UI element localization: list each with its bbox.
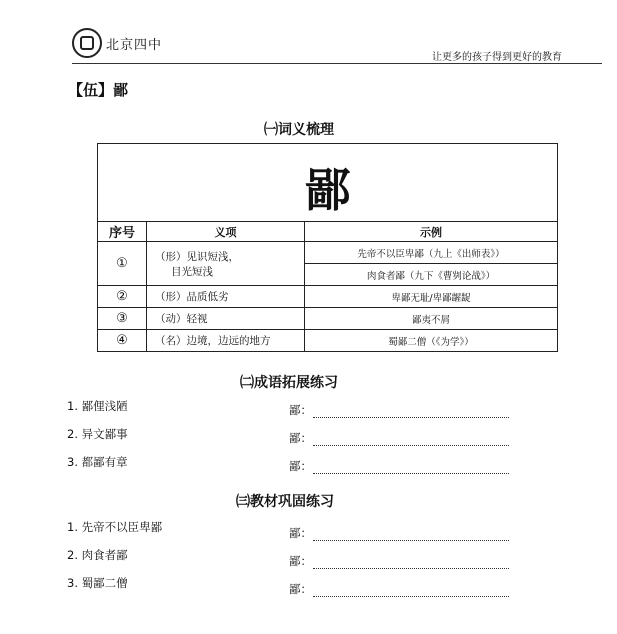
answer-label: 鄙：: [289, 431, 312, 445]
textbook-item: 3. 蜀鄙二僧: [67, 576, 128, 590]
row-example: 卑鄙无耻/卑鄙龌龊: [305, 286, 558, 308]
answer-line[interactable]: [313, 557, 509, 569]
school-logo-icon: [72, 28, 102, 58]
header-divider: [72, 63, 602, 64]
row-example: 蜀鄙二僧（《为学》）: [305, 330, 558, 352]
column-header: 义项: [147, 222, 305, 242]
row-example: 鄙夷不屑: [305, 308, 558, 330]
answer-line[interactable]: [313, 406, 509, 418]
row-example: 肉食者鄙（九下《曹刿论战》）: [305, 264, 558, 286]
row-number: ③: [98, 308, 147, 330]
row-meaning: （名）边境，边远的地方: [147, 330, 305, 352]
answer-blank[interactable]: [289, 581, 509, 597]
answer-blank[interactable]: [289, 553, 509, 569]
answer-label: 鄙：: [289, 582, 312, 596]
part1-title: ㈠词义梳理: [264, 122, 334, 138]
row-meaning: [147, 242, 305, 286]
row-meaning: （形）品质低劣: [147, 286, 305, 308]
headword-character: 鄙: [304, 163, 351, 217]
answer-blank[interactable]: [289, 430, 509, 446]
column-header: 示例: [305, 222, 558, 242]
page-header: [72, 28, 592, 68]
row-meaning: （动）轻视: [147, 308, 305, 330]
row-example: 先帝不以臣卑鄙（九上《出师表》）: [305, 242, 558, 264]
answer-label: 鄙：: [289, 554, 312, 568]
table-row: [98, 242, 558, 264]
row-number: ①: [98, 242, 147, 286]
answer-blank[interactable]: [289, 458, 509, 474]
row-number: ④: [98, 330, 147, 352]
answer-label: 鄙：: [289, 526, 312, 540]
answer-line[interactable]: [313, 585, 509, 597]
character-cell: [97, 143, 558, 221]
answer-label: 鄙：: [289, 403, 312, 417]
part3-title: ㈢教材巩固练习: [236, 494, 334, 510]
answer-line[interactable]: [313, 529, 509, 541]
answer-blank[interactable]: [289, 525, 509, 541]
idiom-item: 2. 异文鄙事: [67, 427, 128, 441]
textbook-item: 2. 肉食者鄙: [67, 548, 128, 562]
table-row: [98, 286, 558, 308]
meaning-table: [97, 143, 558, 352]
meaning-line: 目光短浅: [171, 265, 213, 278]
idiom-item: 3. 都鄙有章: [67, 455, 128, 469]
section-heading: 【伍】鄙: [68, 81, 129, 99]
table-row: [98, 330, 558, 352]
answer-line[interactable]: [313, 434, 509, 446]
row-number: ②: [98, 286, 147, 308]
idiom-item: 1. 鄙俚浅陋: [67, 399, 128, 413]
school-motto: 让更多的孩子得到更好的教育: [432, 52, 562, 63]
column-header: 序号: [98, 222, 147, 242]
part2-title: ㈡成语拓展练习: [240, 375, 338, 391]
table-header-row: [98, 222, 558, 242]
textbook-item: 1. 先帝不以臣卑鄙: [67, 520, 163, 534]
meaning-line: （形）见识短浅，: [155, 250, 239, 263]
table-row: [98, 308, 558, 330]
school-name: 北京四中: [106, 38, 163, 53]
answer-label: 鄙：: [289, 459, 312, 473]
answer-blank[interactable]: [289, 402, 509, 418]
answer-line[interactable]: [313, 462, 509, 474]
